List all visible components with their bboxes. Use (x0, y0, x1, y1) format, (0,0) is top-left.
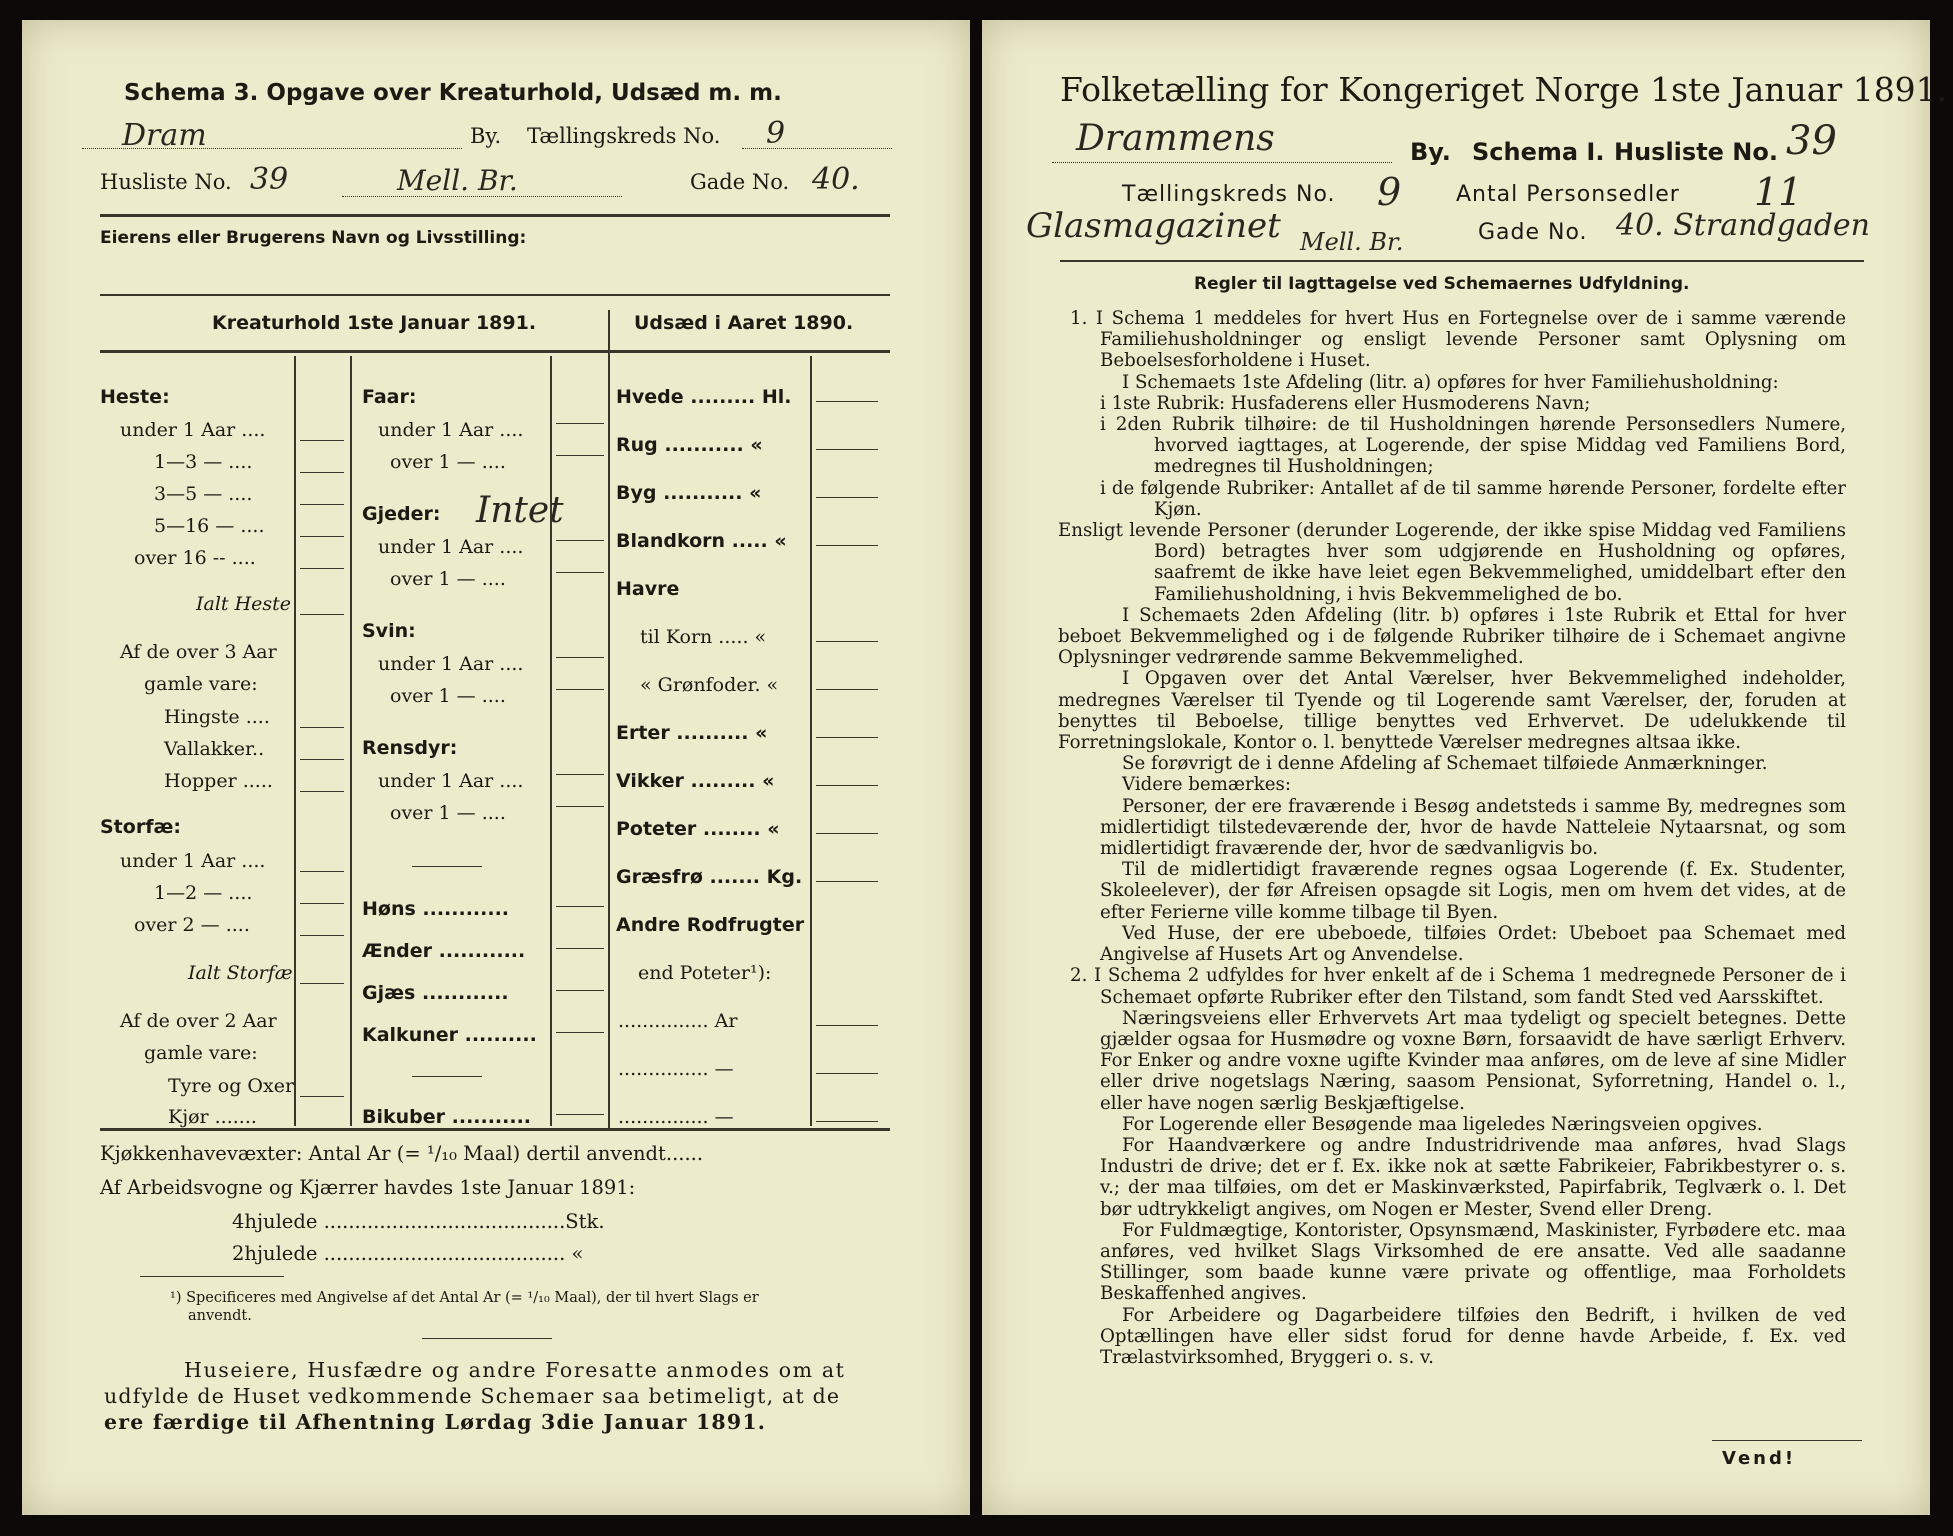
blank (300, 727, 344, 728)
blank (556, 806, 604, 807)
blank (300, 983, 344, 984)
blank (816, 497, 878, 498)
right-kreds-value: 9 (1377, 170, 1402, 214)
gade-value: 40. (812, 162, 860, 197)
erter: Erter .......... « (616, 722, 768, 744)
divider-col1 (294, 356, 296, 1126)
rule-2d: For Haandværkere og andre Industridrivende maa anføres, hvad Slags Industri de drive; det er f. Ex. ikke nok at sætte Fabrikeier, Fabrikbestyrer o. s. v.; der maa tilføies, om det er Maskinværksted, Papirfabrik, Teglværk o. l. Det bør udtrykkeligt angives, om Nogen er Mester, Svend eller Dreng. (1100, 1134, 1846, 1220)
right-page (982, 20, 1948, 1515)
blank (816, 1073, 878, 1074)
rule-1b: I Schemaets 1ste Afdeling (litr. a) opføres for hver Familiehusholdning: (1122, 371, 1779, 393)
closing-2: udfylde de Huset vedkommende Schemaer saa betimeligt, at de (104, 1384, 841, 1408)
ar-line-3: ............... — (618, 1106, 734, 1128)
rule-2a: 2. I Schema 2 udfyldes for hver enkelt af de i Schema 1 medregnede Personer de i Schemaet opførte Rubriker efter den Tilstand, som fandt Sted ved Aarsskiftet. (1070, 965, 1846, 1008)
kreaturhold-title: Kreaturhold 1ste Januar 1891. (212, 312, 537, 334)
divider-col1b (350, 356, 352, 1126)
arbeidsvogne: Af Arbeidsvogne og Kjærrer havdes 1ste Januar 1891: (100, 1176, 636, 1199)
rule-1e: i de følgende Rubriker: Antallet af de til samme hørende Personer, fordelte efter Kjøn. (1100, 477, 1846, 520)
street-value: Mell. Br. (397, 164, 518, 197)
divider-main (608, 310, 610, 1130)
blank (556, 455, 604, 456)
gjeder-under1: under 1 Aar .... (378, 536, 524, 558)
rule-1k: Personer, der ere fraværende i Besøg andetsteds i samme By, medregnes som midlertidigt tilstedeværende der, hvor de havde Natteleie Nytaarsnat, og som midlertidigt fraværende der, hvor de sædvanligvis bo. (1100, 795, 1846, 860)
gade-label: Gade No. (690, 170, 790, 194)
blank (816, 737, 878, 738)
footnote-2: anvendt. (188, 1308, 252, 1324)
rule-2b: Næringsveiens eller Erhvervets Art maa tydeligt og specielt betegnes. Dette gjælder ogsaa for Husmødre og voxne Børn, forsaavidt de have særligt Erhverv. For Enker og andre voxne ugifte Kvinder maa anføres, om de leve af sine Midler eller drive nogetslags Næring, saasom Pensionat, Syforretning, Handel o. l., eller have nogen særlig Beskjæftigelse. (1100, 1007, 1846, 1114)
vallakker: Vallakker.. (164, 738, 265, 760)
rules-title: Regler til Iagttagelse ved Schemaernes Udfyldning. (1194, 274, 1690, 294)
kalkuner: Kalkuner .......... (362, 1024, 537, 1046)
closing-1: Huseiere, Husfædre og andre Foresatte anmodes om at (184, 1358, 846, 1382)
faar-under1: under 1 Aar .... (378, 419, 524, 441)
right-husliste-value: 39 (1786, 118, 1837, 164)
blandkorn: Blandkorn ..... « (616, 530, 787, 552)
ialt-storfae: Ialt Storfæ (188, 962, 293, 984)
heste-1-3: 1—3 — .... (154, 451, 253, 473)
rule-1l: Til de midlertidigt fraværende regnes ogsaa Logerende (f. Ex. Studenter, Skoleelever), der før Afreisen opsagde sit Logis, men om hvem det vides, at de efter Ferierne ville komme tilbage til Byen. (1100, 859, 1846, 923)
rule-2f: For Arbeidere og Dagarbeidere tilføies den Bedrift, i hvilken de ved Optællingen have eller sidst forud for denne havde Arbeide, f. Ex. ved Trælastvirksomhed, Bryggeri o. s. v. (1100, 1304, 1846, 1368)
blank (556, 948, 604, 949)
husliste-label: Husliste No. (100, 170, 232, 194)
ar-line-2: ............... — (618, 1058, 734, 1080)
kjokkenhave: Kjøkkenhavevæxter: Antal Ar (= ¹/₁₀ Maal) dertil anvendt...... (100, 1142, 704, 1165)
gamle-vare-2: gamle vare: (144, 1042, 258, 1064)
by-label: By. (470, 124, 502, 148)
antal-label: Antal Personsedler (1456, 182, 1680, 207)
havre: Havre (616, 578, 680, 600)
blank (300, 536, 344, 537)
blank (300, 759, 344, 760)
by-line (82, 148, 462, 149)
blank (556, 990, 604, 991)
end-poteter: end Poteter¹): (638, 962, 772, 984)
rensdyr-under1: under 1 Aar .... (378, 770, 524, 792)
graesfro: Græsfrø ....... Kg. (616, 866, 803, 888)
af-over-2: Af de over 2 Aar (120, 1010, 277, 1032)
vend-rule (1712, 1440, 1862, 1441)
udsaed-title: Udsæd i Aaret 1890. (634, 312, 854, 334)
poteter: Poteter ........ « (616, 818, 780, 840)
blank (556, 689, 604, 690)
blank (816, 1025, 878, 1026)
rule-1d: i 2den Rubrik tilhøire: de til Husholdningen hørende Personsedlers Numere, hvorved iagttages, at Logerende, der spise Middag ved Familiens Bord, medregnes til Husholdningen; (1100, 414, 1846, 478)
andre-rodfrugter: Andre Rodfrugter (616, 914, 805, 936)
blank (556, 657, 604, 658)
bikuber: Bikuber ........... (362, 1106, 532, 1128)
footnote-rule (140, 1276, 284, 1277)
blank (300, 871, 344, 872)
antal-value: 11 (1754, 170, 1803, 214)
by-value: Dram (122, 118, 207, 153)
gjeder-head: Gjeder: (362, 503, 441, 525)
kjor: Kjør ....... (168, 1106, 257, 1128)
rule-1j: Videre bemærkes: (1122, 774, 1291, 796)
blank (816, 785, 878, 786)
gronfoder: « Grønfoder. « (640, 674, 779, 696)
rules-text (1058, 308, 1846, 1368)
rug: Rug ........... « (616, 434, 763, 456)
separator (412, 866, 482, 867)
hopper: Hopper ..... (164, 770, 273, 792)
to-hjulede: 2hjulede ....................................... « (232, 1242, 584, 1265)
header-rule (100, 214, 890, 217)
kreds-label: Tællingskreds No. (527, 124, 721, 148)
separator (412, 1076, 482, 1077)
right-gade-label: Gade No. (1478, 220, 1588, 245)
rule-1g: I Schemaets 2den Afdeling (litr. b) opføres i 1ste Rubrik et Ettal for hver beboet Bekvemmelighed og i de følgende Rubriker tilhøire de i Schemaet angivne Oplysninger vedrørende samme Bekvemmelighed. (1058, 604, 1846, 669)
schema-label: Schema I. (1472, 138, 1605, 166)
kreds-line (742, 148, 892, 149)
blank (556, 423, 604, 424)
blank (556, 906, 604, 907)
divider-col3 (810, 356, 812, 1126)
blank (556, 1114, 604, 1115)
ialt-heste: Ialt Heste (196, 593, 292, 615)
heste-under1: under 1 Aar .... (120, 419, 266, 441)
blank (816, 545, 878, 546)
rule-1i: Se forøvrigt de i denne Afdeling af Schemaet tilføiede Anmærkninger. (1122, 753, 1768, 775)
hvede: Hvede ......... Hl. (616, 386, 792, 408)
heste-3-5: 3—5 — .... (154, 483, 253, 505)
right-by-line (1052, 162, 1392, 163)
right-header-rule (1060, 260, 1864, 262)
blank (300, 791, 344, 792)
blank (300, 504, 344, 505)
storfae-1-2: 1—2 — .... (154, 882, 253, 904)
blank (816, 1121, 878, 1122)
til-korn: til Korn ..... « (640, 626, 767, 648)
svin-over1: over 1 — .... (390, 685, 506, 707)
divider-col2 (550, 356, 552, 1126)
gjeder-over1: over 1 — .... (390, 568, 506, 590)
right-by-value: Drammens (1076, 118, 1275, 159)
blank (816, 833, 878, 834)
place-value: Glasmagazinet (1026, 206, 1281, 246)
fire-hjulede: 4hjulede .......................................Stk. (232, 1210, 605, 1233)
storfae-head: Storfæ: (100, 816, 181, 838)
street-line (342, 196, 622, 197)
blank (300, 472, 344, 473)
kreds-value: 9 (766, 116, 786, 151)
faar-over1: over 1 — .... (390, 451, 506, 473)
af-over-3: Af de over 3 Aar (120, 641, 277, 663)
rule-2e: For Fuldmægtige, Kontorister, Opsynsmænd, Maskinister, Fyrbødere etc. maa anføres, ved hvilket Slags Virksomhed de ere ansatte. Ved alle saadanne Stillinger, som baade kunne være private og offentlige, maa Forholdets Beskaffenhed angives. (1100, 1219, 1846, 1305)
blank (816, 641, 878, 642)
svin-under1: under 1 Aar .... (378, 653, 524, 675)
blank (300, 568, 344, 569)
rule-1f: Ensligt levende Personer (derunder Logerende, der ikke spise Middag ved Familiens Bord) betragtes hver som udgjørende en Husholdning og opføres, saafremt de ikke have leiet egen Bekvemmelighed, umiddelbart efter den Familiehusholdning, i hvis Bekvemmelighed de bo. (1058, 520, 1846, 605)
blank (300, 1096, 344, 1097)
vend-label: Vend! (1722, 1448, 1797, 1469)
census-title: Folketælling for Kongeriget Norge 1ste Januar 1891. (1060, 70, 1948, 109)
blank (556, 540, 604, 541)
rule-1a: 1. I Schema 1 meddeles for hvert Hus en Fortegnelse over de i samme værende Familiehusholdninger og ensligt levende Personer samt Oplysning om Beboelsesforholdene i Huset. (1070, 308, 1846, 372)
blank (816, 689, 878, 690)
rensdyr-over1: over 1 — .... (390, 802, 506, 824)
storfae-over2: over 2 — .... (134, 914, 250, 936)
right-gade-value: 40. Strandgaden (1616, 208, 1870, 243)
schema3-title: Schema 3. Opgave over Kreaturhold, Udsæd m. m. (124, 80, 782, 106)
svin-head: Svin: (362, 620, 416, 642)
faar-head: Faar: (362, 386, 417, 408)
right-street-value: Mell. Br. (1300, 228, 1404, 256)
hons: Høns ............ (362, 898, 510, 920)
rule-1c: i 1ste Rubrik: Husfaderens eller Husmoderens Navn; (1100, 392, 1591, 414)
vikker: Vikker ......... « (616, 770, 775, 792)
hingste: Hingste .... (164, 706, 270, 728)
blank (556, 774, 604, 775)
byg: Byg ........... « (616, 482, 762, 504)
left-page (22, 20, 970, 1515)
heste-head: Heste: (100, 386, 170, 408)
udsaed-rule (610, 350, 890, 353)
blank (816, 401, 878, 402)
closing-3: ere færdige til Afhentning Lørdag 3die Januar 1891. (104, 1410, 767, 1434)
rensdyr-head: Rensdyr: (362, 737, 458, 759)
heste-5-16: 5—16 — .... (154, 515, 265, 537)
right-husliste-label: Husliste No. (1614, 138, 1778, 166)
footnote-1: ¹) Specificeres med Angivelse af det Antal Ar (= ¹/₁₀ Maal), der til hvert Slags er (170, 1290, 759, 1306)
table-bottom-rule (100, 1128, 890, 1131)
rule-1h: I Opgaven over det Antal Værelser, hver Bekvemmelighed indeholder, medregnes Værelser til Tyende og til Logerende samt Værelser, der, foruden at benyttes til Beboelse, tillige benyttes ved Erhvervet. De udelukkende til Forretningslokale, Kontor o. l. benyttede Værelser medregnes altsaa ikke. (1058, 668, 1846, 754)
kreaturhold-rule (100, 350, 608, 353)
closing-rule (422, 1338, 552, 1339)
blank (300, 903, 344, 904)
ar-line-1: ............... Ar (618, 1010, 738, 1032)
husliste-value: 39 (250, 162, 289, 197)
gjeder-note: Intet (476, 490, 564, 531)
right-by-label: By. (1410, 138, 1451, 166)
blank (816, 449, 878, 450)
blank (556, 572, 604, 573)
heste-over16: over 16 -- .... (134, 547, 256, 569)
storfae-under1: under 1 Aar .... (120, 850, 266, 872)
blank (300, 440, 344, 441)
blank (816, 881, 878, 882)
rule-1m: Ved Huse, der ere ubeboede, tilføies Ordet: Ubeboet paa Schemaet med Angivelse af Husets Art og Anvendelse. (1100, 922, 1846, 966)
tyre-oxer: Tyre og Oxer (168, 1075, 295, 1097)
table-top-rule (100, 294, 890, 296)
blank (300, 614, 344, 615)
blank (556, 1032, 604, 1033)
rule-2c: For Logerende eller Besøgende maa ligeledes Næringsveien opgives. (1122, 1113, 1763, 1135)
right-kreds-label: Tællingskreds No. (1122, 182, 1336, 207)
owner-label: Eierens eller Brugerens Navn og Livsstilling: (100, 228, 527, 248)
aender: Ænder ............ (362, 940, 526, 962)
gamle-vare-1: gamle vare: (144, 673, 258, 695)
blank (300, 935, 344, 936)
gjaes: Gjæs ............ (362, 982, 509, 1004)
